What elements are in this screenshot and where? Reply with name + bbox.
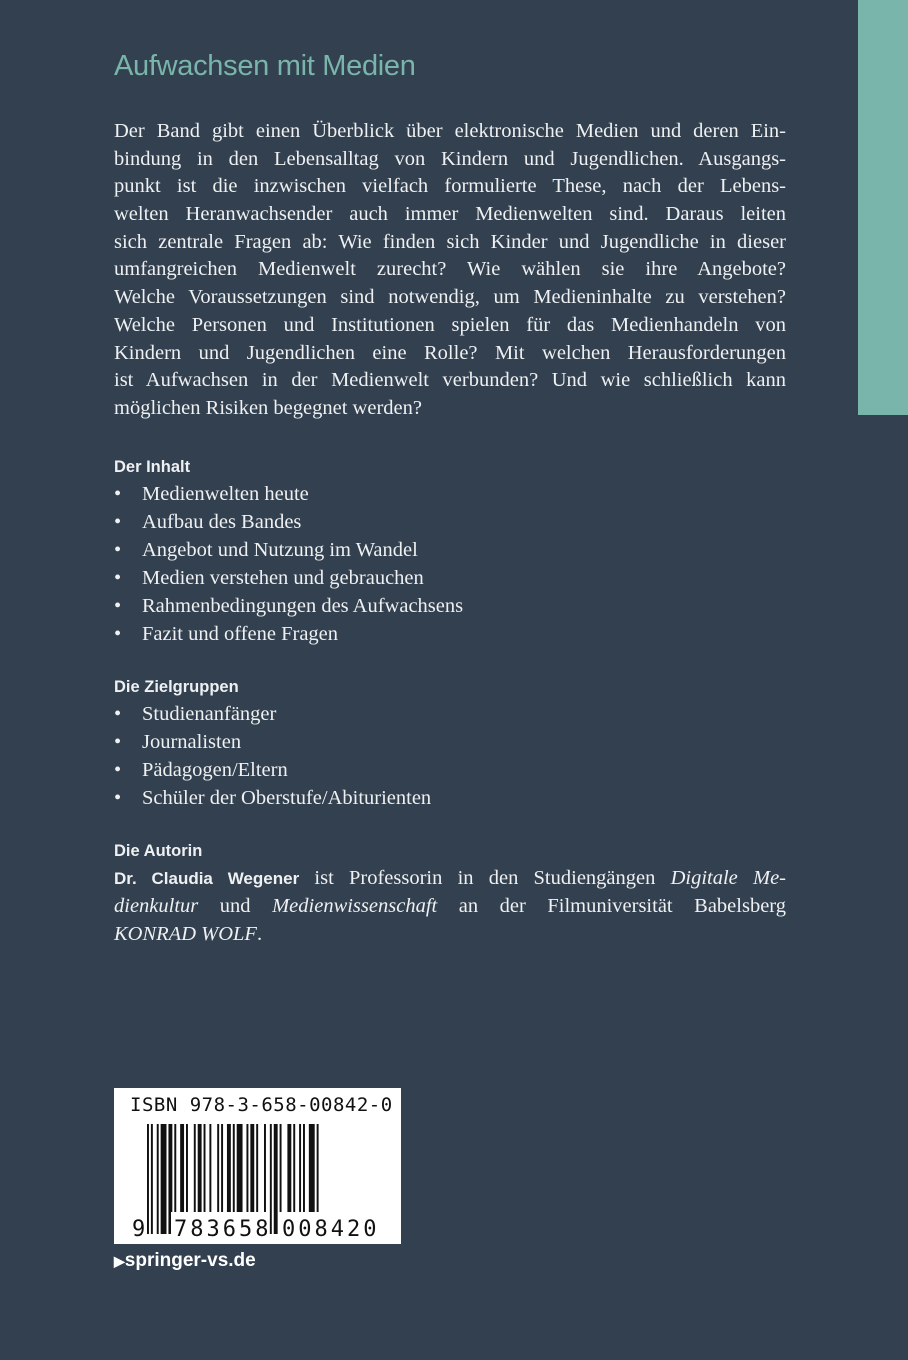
website-text: springer-vs.de (124, 1250, 256, 1271)
paragraph-line: Der Band gibt einen Überblick über elektronische Medien und deren Ein- (114, 120, 786, 142)
contents-list (114, 480, 463, 648)
isbn-label: ISBN 978-3-658-00842-0 (130, 1094, 393, 1116)
bio-text: ist Professorin in den Studiengängen (299, 867, 671, 889)
contents-heading: Der Inhalt (114, 458, 191, 476)
audience-list (114, 700, 431, 812)
paragraph-line: Kindern und Jugendlichen eine Rolle? Mit welchen Herausforderungen (114, 341, 786, 364)
paragraph-line: punkt ist die inzwischen vielfach formulierte These, nach der Lebens- (114, 175, 786, 198)
author-name: Dr. Claudia Wegener (114, 869, 300, 888)
bio-italic: dienkultur (114, 895, 199, 917)
bio-text: . (256, 923, 263, 945)
audience-section (114, 674, 431, 812)
paragraph-line: möglichen Risiken begegnet werden? (114, 396, 422, 419)
bio-italic: Medienwissenschaft (272, 895, 438, 917)
list-item: • Angebot und Nutzung im Wandel (114, 536, 463, 564)
list-item: • Fazit und offene Fragen (114, 620, 463, 648)
paragraph-line: welten Heranwachsender auch immer Medienwelten sind. Daraus leiten (114, 203, 786, 226)
description-paragraph (114, 118, 786, 423)
barcode-bar (274, 1124, 278, 1234)
list-item: • Schüler der Oberstufe/Abiturienten (114, 784, 431, 812)
list-item: • Medien verstehen und gebrauchen (114, 564, 463, 592)
book-title: Aufwachsen mit Medien (114, 50, 416, 82)
barcode-bars (114, 1088, 401, 1244)
paragraph-line: bindung in den Lebensalltag von Kindern und Jugendlichen. Ausgangs- (114, 147, 786, 170)
list-item: • Studienanfänger (114, 700, 431, 728)
barcode-digits: 9 (132, 1217, 149, 1242)
play-arrow-icon: ▶ (114, 1253, 125, 1269)
teal-spine-bar (858, 0, 908, 415)
list-item: • Rahmenbedingungen des Aufwachsens (114, 592, 463, 620)
list-item: • Aufbau des Bandes (114, 508, 463, 536)
paragraph-line: Welche Voraussetzungen sind notwendig, um Medieninhalte zu verstehen? (114, 286, 786, 309)
bio-text: an der Filmuniversität Babelsberg (437, 895, 787, 917)
barcode-digits: 783658 (174, 1217, 272, 1242)
list-item: • Medienwelten heute (114, 480, 463, 508)
author-section (114, 838, 786, 948)
barcode-digits: 008420 (282, 1217, 380, 1242)
isbn-barcode (114, 1088, 401, 1244)
list-item: • Journalisten (114, 728, 431, 756)
barcode-bar (161, 1124, 167, 1234)
barcode-bar (151, 1124, 153, 1234)
contents-section (114, 454, 463, 648)
audience-heading: Die Zielgruppen (114, 678, 239, 696)
bio-italic: Digitale Me- (670, 867, 786, 889)
bio-text: und (198, 895, 273, 917)
bio-italic: KONRAD WOLF (114, 923, 257, 945)
paragraph-line: Welche Personen und Institutionen spielen für das Medienhandeln von (114, 313, 786, 336)
list-item: • Pädagogen/Eltern (114, 756, 431, 784)
paragraph-line: umfangreichen Medienwelt zurecht? Wie wählen sie ihre Angebote? (114, 258, 786, 281)
paragraph-line: ist Aufwachsen in der Medienwelt verbunden? Und wie schließlich kann (114, 369, 786, 392)
author-bio (114, 864, 786, 948)
author-heading: Die Autorin (114, 842, 203, 860)
paragraph-line: sich zentrale Fragen ab: Wie finden sich Kinder und Jugendliche in dieser (114, 230, 786, 253)
website-link[interactable] (114, 1250, 256, 1272)
barcode-bar (157, 1124, 159, 1234)
